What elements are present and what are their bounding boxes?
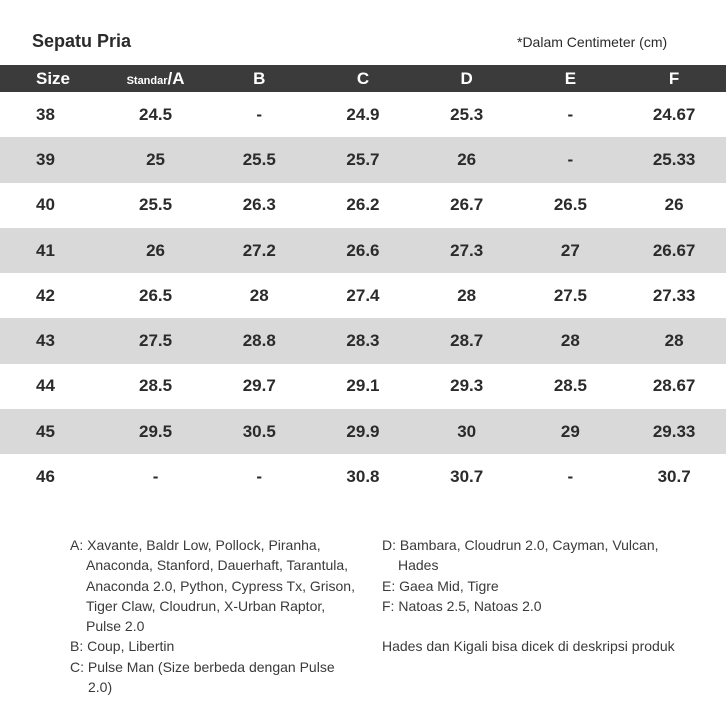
measurement-cell: 25.7 bbox=[311, 137, 415, 182]
measurement-cell: 26.67 bbox=[622, 228, 726, 273]
measurement-cell: 28 bbox=[519, 318, 623, 363]
measurement-cell: 30.7 bbox=[450, 467, 484, 487]
note-c: C: Pulse Man (Size berbeda dengan Pulse 2.0) bbox=[70, 658, 335, 696]
measurement-cell: - bbox=[152, 467, 159, 487]
measurement-cell: 26.3 bbox=[242, 195, 276, 215]
measurement-cell: 28.5 bbox=[553, 376, 587, 396]
measurement-cell: 28.67 bbox=[652, 376, 696, 396]
measurement-cell: 25.3 bbox=[450, 104, 484, 124]
measurement-cell: 29.3 bbox=[450, 376, 484, 396]
measurement-cell: 27 bbox=[519, 228, 623, 273]
notes-left bbox=[70, 535, 360, 697]
measurement-cell: 27.3 bbox=[415, 228, 519, 273]
size-cell: 42 bbox=[36, 285, 55, 305]
footnote: Hades dan Kigali bisa dicek di deskripsi produk bbox=[382, 638, 675, 655]
table-row bbox=[0, 409, 726, 454]
size-chart-table bbox=[0, 65, 726, 500]
size-cell: 46 bbox=[36, 467, 55, 487]
table-row bbox=[0, 364, 726, 409]
measurement-cell: 26.7 bbox=[450, 195, 484, 215]
header-a bbox=[104, 65, 208, 92]
note-a: A: Xavante, Baldr Low, Pollock, Piranha, Anaconda, Stanford, Dauerhaft, Tarantula, Anaconda 2.0, Python, Cypress Tx, Grison, Tiger Claw, Cloudrun, X-Urban Raptor, Pulse 2.0 bbox=[70, 537, 355, 635]
measurement-cell: 30.5 bbox=[207, 409, 311, 454]
table-row bbox=[0, 228, 726, 273]
header-standar: Standar bbox=[126, 74, 168, 87]
measurement-cell: 26.6 bbox=[311, 228, 415, 273]
measurement-cell: 29.33 bbox=[622, 409, 726, 454]
measurement-cell: 28 bbox=[622, 318, 726, 363]
note-e: E: Gaea Mid, Tigre bbox=[382, 577, 499, 594]
header-f: F bbox=[622, 65, 726, 92]
measurement-cell: - bbox=[567, 104, 574, 124]
measurement-cell: 27.2 bbox=[207, 228, 311, 273]
measurement-cell: 26 bbox=[664, 195, 684, 215]
measurement-cell: 30.8 bbox=[346, 467, 380, 487]
measurement-cell: 27.33 bbox=[652, 285, 696, 305]
measurement-cell: - bbox=[567, 467, 574, 487]
measurement-cell: 29.5 bbox=[104, 409, 208, 454]
measurement-cell: 30.7 bbox=[657, 467, 691, 487]
page-title: Sepatu Pria bbox=[32, 31, 132, 51]
measurement-cell: - bbox=[256, 104, 263, 124]
measurement-cell: 24.67 bbox=[652, 104, 696, 124]
size-cell: 44 bbox=[36, 376, 55, 396]
measurement-cell: 29.1 bbox=[346, 376, 380, 396]
table-header-row bbox=[0, 65, 726, 92]
measurement-cell: - bbox=[256, 467, 263, 487]
size-cell: 43 bbox=[0, 318, 104, 363]
measurement-cell: 29.7 bbox=[242, 376, 276, 396]
measurement-cell: 29.9 bbox=[311, 409, 415, 454]
measurement-cell: 24.5 bbox=[139, 104, 173, 124]
header-e: E bbox=[519, 65, 623, 92]
header-size: Size bbox=[0, 65, 104, 92]
table-row bbox=[0, 137, 726, 182]
measurement-cell: - bbox=[519, 137, 623, 182]
table-row bbox=[0, 318, 726, 363]
measurement-cell: 26.5 bbox=[553, 195, 587, 215]
unit-note: *Dalam Centimeter (cm) bbox=[517, 34, 668, 50]
note-d: D: Bambara, Cloudrun 2.0, Cayman, Vulcan, Hades bbox=[382, 537, 659, 574]
size-cell: 39 bbox=[0, 137, 104, 182]
header-a-letter: /A bbox=[167, 68, 185, 88]
measurement-cell: 29 bbox=[519, 409, 623, 454]
notes-right bbox=[382, 535, 682, 657]
table-row bbox=[0, 454, 726, 499]
table-body bbox=[0, 92, 726, 500]
measurement-cell: 28 bbox=[457, 285, 477, 305]
measurement-cell: 28.5 bbox=[139, 376, 173, 396]
measurement-cell: 25 bbox=[104, 137, 208, 182]
measurement-cell: 28.7 bbox=[415, 318, 519, 363]
notes-spacer bbox=[382, 616, 682, 636]
table-row bbox=[0, 183, 726, 228]
header-d: D bbox=[415, 65, 519, 92]
measurement-cell: 26.5 bbox=[139, 285, 173, 305]
measurement-cell: 30 bbox=[415, 409, 519, 454]
measurement-cell: 28.8 bbox=[207, 318, 311, 363]
measurement-cell: 25.5 bbox=[207, 137, 311, 182]
measurement-cell: 25.33 bbox=[622, 137, 726, 182]
header-c: C bbox=[311, 65, 415, 92]
table-row bbox=[0, 92, 726, 137]
measurement-cell: 27.5 bbox=[104, 318, 208, 363]
size-cell: 45 bbox=[0, 409, 104, 454]
measurement-cell: 27.4 bbox=[346, 285, 380, 305]
measurement-cell: 24.9 bbox=[346, 104, 380, 124]
measurement-cell: 26 bbox=[104, 228, 208, 273]
measurement-cell: 28.3 bbox=[311, 318, 415, 363]
size-cell: 38 bbox=[36, 104, 55, 124]
measurement-cell: 26.2 bbox=[346, 195, 380, 215]
note-b: B: Coup, Libertin bbox=[70, 638, 175, 655]
measurement-cell: 27.5 bbox=[553, 285, 587, 305]
note-f: F: Natoas 2.5, Natoas 2.0 bbox=[382, 597, 542, 614]
header-b: B bbox=[207, 65, 311, 92]
size-cell: 40 bbox=[36, 195, 55, 215]
measurement-cell: 25.5 bbox=[139, 195, 173, 215]
measurement-cell: 26 bbox=[415, 137, 519, 182]
size-cell: 41 bbox=[0, 228, 104, 273]
measurement-cell: 28 bbox=[249, 285, 269, 305]
table-row bbox=[0, 273, 726, 318]
